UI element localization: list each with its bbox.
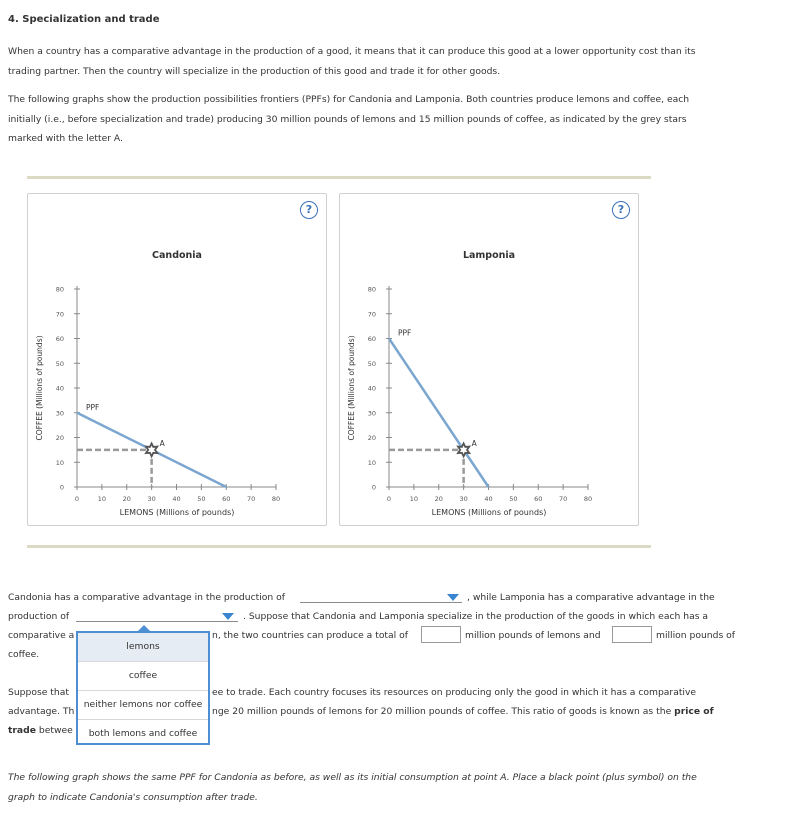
candonia-graph-panel[interactable]	[27, 193, 327, 526]
y-tick-label: 50	[367, 359, 376, 368]
y-tick-label: 80	[55, 285, 64, 294]
x-tick-label: 60	[534, 495, 543, 503]
q2-line3	[8, 721, 73, 740]
point-a-star	[146, 443, 157, 456]
section-title: 4. Specialization and trade	[8, 14, 160, 25]
dropdown-option-lemons[interactable]: lemons	[78, 633, 208, 662]
y-tick-label: 10	[55, 458, 64, 467]
x-tick-label: 0	[74, 495, 80, 503]
q2-line1b: ee to trade. Each country focuses its resources on producing only the good in which it has a comparative	[212, 687, 697, 698]
y-tick-label: 30	[367, 409, 376, 418]
q2-line2b: nge 20 million pounds of lemons for 20 million pounds of coffee. This ratio of goods is known as the	[212, 706, 675, 717]
y-tick-label: 70	[55, 310, 64, 319]
q1-text-part2: , while Lamponia has a comparative advantage in the	[467, 592, 715, 603]
graphs-paragraph	[8, 90, 748, 149]
intro-line-2: trading partner. Then the country will specialize in the production of this good and trade it for other goods.	[8, 65, 501, 77]
chevron-down-icon[interactable]	[447, 594, 459, 601]
y-tick-label: 80	[367, 285, 376, 294]
q1-text-part5: comparative a	[8, 630, 75, 641]
x-tick-label: 20	[122, 495, 131, 503]
y-tick-label: 70	[367, 310, 376, 319]
x-tick-label: 30	[147, 495, 156, 503]
ppf-label: PPF	[86, 402, 100, 412]
q1-text-part3: production of	[8, 611, 70, 622]
x-tick-label: 10	[409, 495, 419, 503]
intro-line-1: When a country has a comparative advantage in the production of a good, it means that it can produce this good at a lower opportunity cost than its	[8, 46, 696, 57]
x-axis-label: LEMONS (Millions of pounds)	[431, 508, 547, 517]
y-tick-label: 40	[367, 384, 376, 393]
x-tick-label: 70	[558, 495, 568, 503]
y-tick-label: 30	[55, 409, 64, 418]
total-lemons-input[interactable]	[421, 626, 461, 643]
lamponia-advantage-dropdown[interactable]	[76, 621, 238, 622]
good-dropdown-menu[interactable]	[76, 631, 210, 745]
y-tick-label: 40	[55, 384, 64, 393]
ppf-line	[389, 339, 489, 488]
chart-title: Lamponia	[462, 250, 516, 261]
candonia-chart[interactable]	[28, 194, 326, 525]
x-tick-label: 50	[197, 495, 206, 503]
y-axis-label: COFFEE (Millions of pounds)	[347, 335, 356, 441]
q2-line1a: Suppose that	[8, 687, 69, 698]
help-icon[interactable]: ?	[612, 201, 630, 219]
y-tick-label: 60	[367, 335, 376, 343]
y-tick-label: 0	[59, 483, 64, 492]
y-tick-label: 50	[55, 359, 64, 368]
q1-text-part1: Candonia has a comparative advantage in the production of	[8, 592, 286, 603]
q2-line2	[212, 702, 714, 721]
y-tick-label: 10	[367, 458, 376, 467]
q1-text-part8: million pounds of	[656, 630, 736, 641]
y-tick-label: 0	[371, 483, 376, 492]
lamponia-graph-panel[interactable]	[339, 193, 639, 526]
q1-text-part4: . Suppose that Candonia and Lamponia specialize in the production of the goods in which each has a	[243, 611, 709, 622]
q1-text-part7: million pounds of lemons and	[465, 630, 601, 641]
point-a-label: A	[471, 438, 477, 448]
q2-line2a: advantage. Th	[8, 706, 75, 717]
intro-paragraph	[8, 42, 748, 81]
x-tick-label: 80	[271, 495, 281, 503]
x-tick-label: 40	[172, 495, 181, 503]
x-tick-label: 60	[222, 495, 231, 503]
final-line-1: The following graph shows the same PPF for Candonia as before, as well as its initial consumption at point A. Place a black point (plus symbol) on the	[8, 772, 697, 783]
x-axis-label: LEMONS (Millions of pounds)	[119, 508, 235, 517]
dropdown-option-both[interactable]: both lemons and coffee	[88, 728, 198, 739]
x-tick-label: 80	[583, 495, 593, 503]
graphs-line-1: The following graphs show the production possibilities frontiers (PPFs) for Candonia and Lamponia. Both countries produce lemons and coffee, each	[8, 94, 690, 105]
lamponia-chart[interactable]	[340, 194, 638, 525]
dropdown-option-coffee[interactable]: coffee	[78, 662, 208, 691]
graphs-line-3: marked with the letter A.	[8, 133, 123, 144]
q2-line3a: betwee	[35, 725, 73, 736]
point-a-label: A	[159, 438, 165, 448]
candonia-advantage-dropdown[interactable]	[300, 602, 462, 603]
chart-title: Candonia	[152, 250, 202, 261]
y-tick-label: 60	[55, 335, 64, 343]
x-tick-label: 70	[246, 495, 256, 503]
x-tick-label: 40	[484, 495, 493, 503]
total-coffee-input[interactable]	[612, 626, 652, 643]
top-divider	[27, 176, 651, 179]
y-tick-label: 20	[367, 434, 376, 442]
x-tick-label: 50	[509, 495, 518, 503]
q1-text-part9: coffee.	[8, 649, 40, 660]
dropdown-option-neither[interactable]: neither lemons nor coffee	[78, 691, 208, 720]
graphs-line-2: initially (i.e., before specialization and trade) producing 30 million pounds of lemons and 15 million pounds of coffee, as indicated by the grey stars	[8, 113, 687, 125]
ppf-label: PPF	[398, 328, 412, 338]
bottom-divider	[27, 545, 651, 548]
y-tick-label: 20	[55, 434, 64, 442]
chevron-down-icon[interactable]	[222, 613, 234, 620]
x-tick-label: 0	[386, 495, 392, 503]
x-tick-label: 20	[434, 495, 443, 503]
final-line-2: graph to indicate Candonia's consumption after trade.	[8, 792, 258, 803]
x-tick-label: 30	[459, 495, 468, 503]
help-icon[interactable]: ?	[300, 201, 318, 219]
q2-line3-bold: trade	[8, 725, 36, 736]
x-tick-label: 10	[97, 495, 107, 503]
q2-line2-bold: price of	[674, 706, 714, 717]
q1-text-part6: n, the two countries can produce a total of	[212, 630, 408, 641]
y-axis-label: COFFEE (Millions of pounds)	[35, 335, 44, 441]
